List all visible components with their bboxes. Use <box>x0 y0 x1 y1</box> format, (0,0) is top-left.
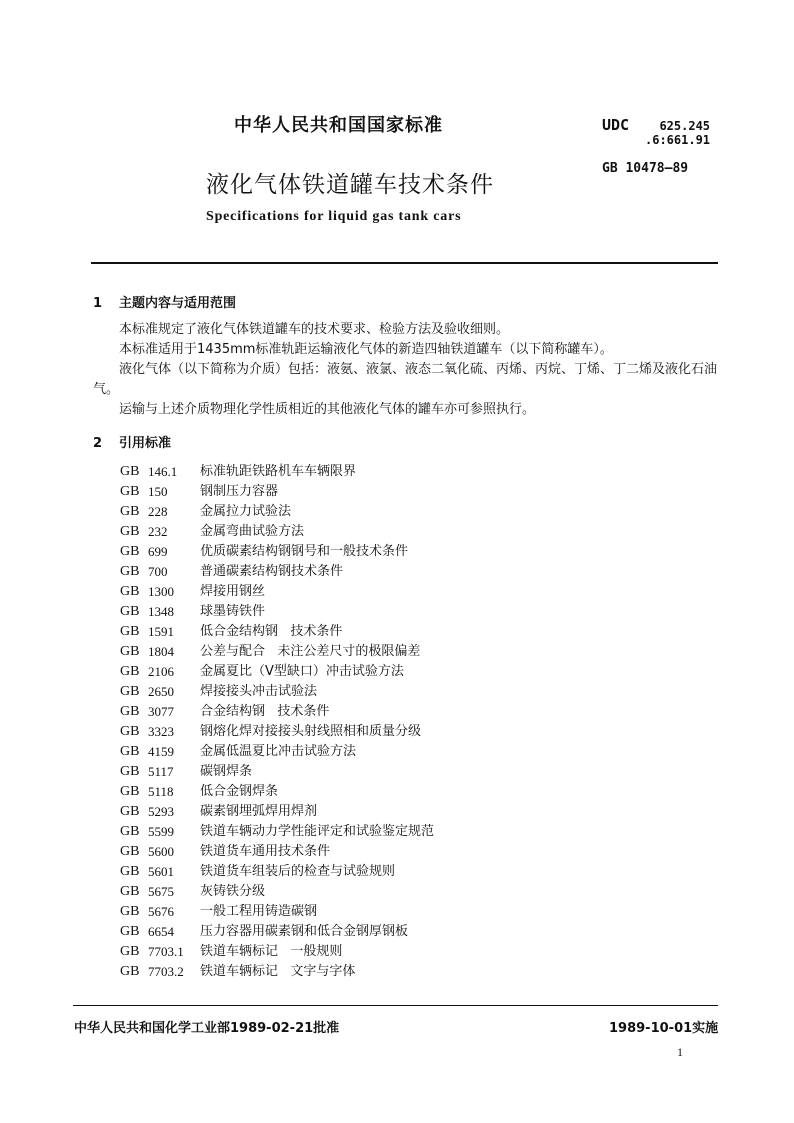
reference-prefix: GB <box>120 524 140 539</box>
section-1-number: 1 <box>93 296 103 311</box>
reference-item <box>120 562 434 582</box>
reference-number: 5118 <box>148 784 174 799</box>
reference-item <box>120 882 434 902</box>
implementation-date: 1989-10-01实施 <box>609 1021 719 1036</box>
reference-item <box>120 962 434 982</box>
reference-item <box>120 902 434 922</box>
reference-number: 4159 <box>148 744 174 759</box>
reference-prefix: GB <box>120 884 140 899</box>
reference-prefix: GB <box>120 764 140 779</box>
reference-item <box>120 762 434 782</box>
reference-prefix: GB <box>120 484 140 499</box>
footer-divider <box>73 1005 718 1006</box>
reference-title: 公差与配合 未注公差尺寸的极限偏差 <box>200 644 421 659</box>
reference-prefix: GB <box>120 784 140 799</box>
reference-title: 焊接用钢丝 <box>200 584 266 599</box>
section-1-paragraph: 本标准规定了液化气体铁道罐车的技术要求、检验方法及验收细则。 <box>119 322 510 337</box>
reference-prefix: GB <box>120 904 140 919</box>
reference-item <box>120 942 434 962</box>
reference-number: 699 <box>148 544 168 559</box>
document-title-en: Specifications for liquid gas tank cars <box>206 209 462 224</box>
reference-prefix: GB <box>120 684 140 699</box>
reference-number: 1300 <box>148 584 174 599</box>
reference-item <box>120 742 434 762</box>
reference-item <box>120 662 434 682</box>
reference-prefix: GB <box>120 544 140 559</box>
reference-number: 7703.1 <box>148 944 184 959</box>
reference-title: 铁道货车通用技术条件 <box>200 844 331 859</box>
reference-number: 5676 <box>148 904 174 919</box>
reference-item <box>120 582 434 602</box>
reference-title: 标准轨距铁路机车车辆限界 <box>200 464 357 479</box>
section-1-heading <box>93 292 236 311</box>
reference-title: 铁道车辆标记 文字与字体 <box>200 964 356 979</box>
reference-number: 1591 <box>148 624 174 639</box>
reference-number: 3077 <box>148 704 174 719</box>
section-2-number: 2 <box>93 436 103 451</box>
reference-title: 压力容器用碳素钢和低合金钢厚钢板 <box>200 924 409 939</box>
reference-title: 钢熔化焊对接接头射线照相和质量分级 <box>200 724 422 739</box>
reference-prefix: GB <box>120 864 140 879</box>
reference-prefix: GB <box>120 824 140 839</box>
section-2-title: 引用标准 <box>119 436 172 451</box>
reference-prefix: GB <box>120 664 140 679</box>
reference-number: 1804 <box>148 644 174 659</box>
reference-item <box>120 622 434 642</box>
section-2-heading <box>93 432 171 451</box>
reference-title: 铁道车辆标记 一般规则 <box>200 944 343 959</box>
reference-number: 2106 <box>148 664 174 679</box>
reference-prefix: GB <box>120 464 140 479</box>
reference-title: 碳钢焊条 <box>200 764 253 779</box>
section-1-paragraph: 运输与上述介质物理化学性质相近的其他液化气体的罐车亦可参照执行。 <box>119 402 536 417</box>
reference-item <box>120 502 434 522</box>
section-1-title: 主题内容与适用范围 <box>119 296 237 311</box>
reference-item <box>120 602 434 622</box>
reference-item <box>120 682 434 702</box>
reference-prefix: GB <box>120 844 140 859</box>
reference-title: 焊接接头冲击试验法 <box>200 684 318 699</box>
reference-item <box>120 822 434 842</box>
reference-title: 金属弯曲试验方法 <box>200 524 305 539</box>
reference-title: 低合金结构钢 技术条件 <box>200 624 343 639</box>
reference-number: 150 <box>148 484 168 499</box>
udc-code <box>645 119 710 147</box>
reference-number: 232 <box>148 524 168 539</box>
reference-number: 2650 <box>148 684 174 699</box>
page-number: 1 <box>677 1045 683 1059</box>
reference-item <box>120 802 434 822</box>
reference-number: 5117 <box>148 764 174 779</box>
reference-item <box>120 922 434 942</box>
gb-standard-code: GB 10478—89 <box>602 161 689 176</box>
reference-number: 6654 <box>148 924 174 939</box>
reference-title: 一般工程用铸造碳钢 <box>200 904 318 919</box>
reference-number: 146.1 <box>148 464 178 479</box>
reference-prefix: GB <box>120 924 140 939</box>
reference-item <box>120 782 434 802</box>
reference-title: 金属拉力试验法 <box>200 504 292 519</box>
reference-title: 铁道货车组装后的检查与试验规则 <box>200 864 396 879</box>
reference-title: 钢制压力容器 <box>200 484 279 499</box>
reference-number: 3323 <box>148 724 174 739</box>
udc-label: UDC <box>602 116 630 134</box>
reference-number: 228 <box>148 504 168 519</box>
reference-prefix: GB <box>120 604 140 619</box>
reference-item <box>120 862 434 882</box>
header-divider <box>91 262 718 264</box>
udc-code-line1: 625.245 <box>659 119 711 133</box>
reference-number: 700 <box>148 564 168 579</box>
reference-title: 金属夏比（V型缺口）冲击试验方法 <box>200 664 404 679</box>
reference-title: 金属低温夏比冲击试验方法 <box>200 744 357 759</box>
reference-item <box>120 462 434 482</box>
reference-title: 灰铸铁分级 <box>200 884 266 899</box>
reference-item <box>120 722 434 742</box>
section-1-paragraph: 液化气体（以下简称为介质）包括：液氨、液氯、液态二氧化硫、丙烯、丙烷、丁烯、丁二烯及液化石油气。 <box>93 362 718 397</box>
reference-title: 优质碳素结构钢钢号和一般技术条件 <box>200 544 409 559</box>
reference-prefix: GB <box>120 744 140 759</box>
reference-number: 5293 <box>148 804 174 819</box>
reference-title: 铁道车辆动力学性能评定和试验鉴定规范 <box>200 824 435 839</box>
reference-number: 5601 <box>148 864 174 879</box>
reference-title: 碳素钢埋弧焊用焊剂 <box>200 804 318 819</box>
reference-item <box>120 542 434 562</box>
national-standard-header: 中华人民共和国国家标准 <box>234 115 443 136</box>
reference-prefix: GB <box>120 584 140 599</box>
section-1-body <box>93 320 718 420</box>
reference-number: 7703.2 <box>148 964 184 979</box>
reference-item <box>120 702 434 722</box>
reference-prefix: GB <box>120 704 140 719</box>
reference-title: 普通碳素结构钢技术条件 <box>200 564 344 579</box>
reference-prefix: GB <box>120 964 140 979</box>
approval-statement: 中华人民共和国化学工业部1989-02-21批准 <box>74 1021 340 1036</box>
reference-number: 5599 <box>148 824 174 839</box>
reference-item <box>120 842 434 862</box>
section-1-paragraph: 本标准适用于1435mm标准轨距运输液化气体的新造四轴铁道罐车（以下简称罐车）。 <box>119 342 613 357</box>
reference-number: 1348 <box>148 604 174 619</box>
udc-code-line2: .6:661.91 <box>645 133 711 147</box>
reference-prefix: GB <box>120 564 140 579</box>
reference-prefix: GB <box>120 644 140 659</box>
reference-title: 球墨铸铁件 <box>200 604 266 619</box>
reference-item <box>120 642 434 662</box>
reference-title: 合金结构钢 技术条件 <box>200 704 330 719</box>
reference-number: 5600 <box>148 844 174 859</box>
reference-title: 低合金钢焊条 <box>200 784 279 799</box>
reference-prefix: GB <box>120 504 140 519</box>
reference-prefix: GB <box>120 804 140 819</box>
reference-prefix: GB <box>120 944 140 959</box>
reference-list <box>120 462 434 982</box>
document-title-zh: 液化气体铁道罐车技术条件 <box>206 172 494 198</box>
reference-prefix: GB <box>120 624 140 639</box>
reference-number: 5675 <box>148 884 174 899</box>
reference-item <box>120 482 434 502</box>
reference-prefix: GB <box>120 724 140 739</box>
reference-item <box>120 522 434 542</box>
